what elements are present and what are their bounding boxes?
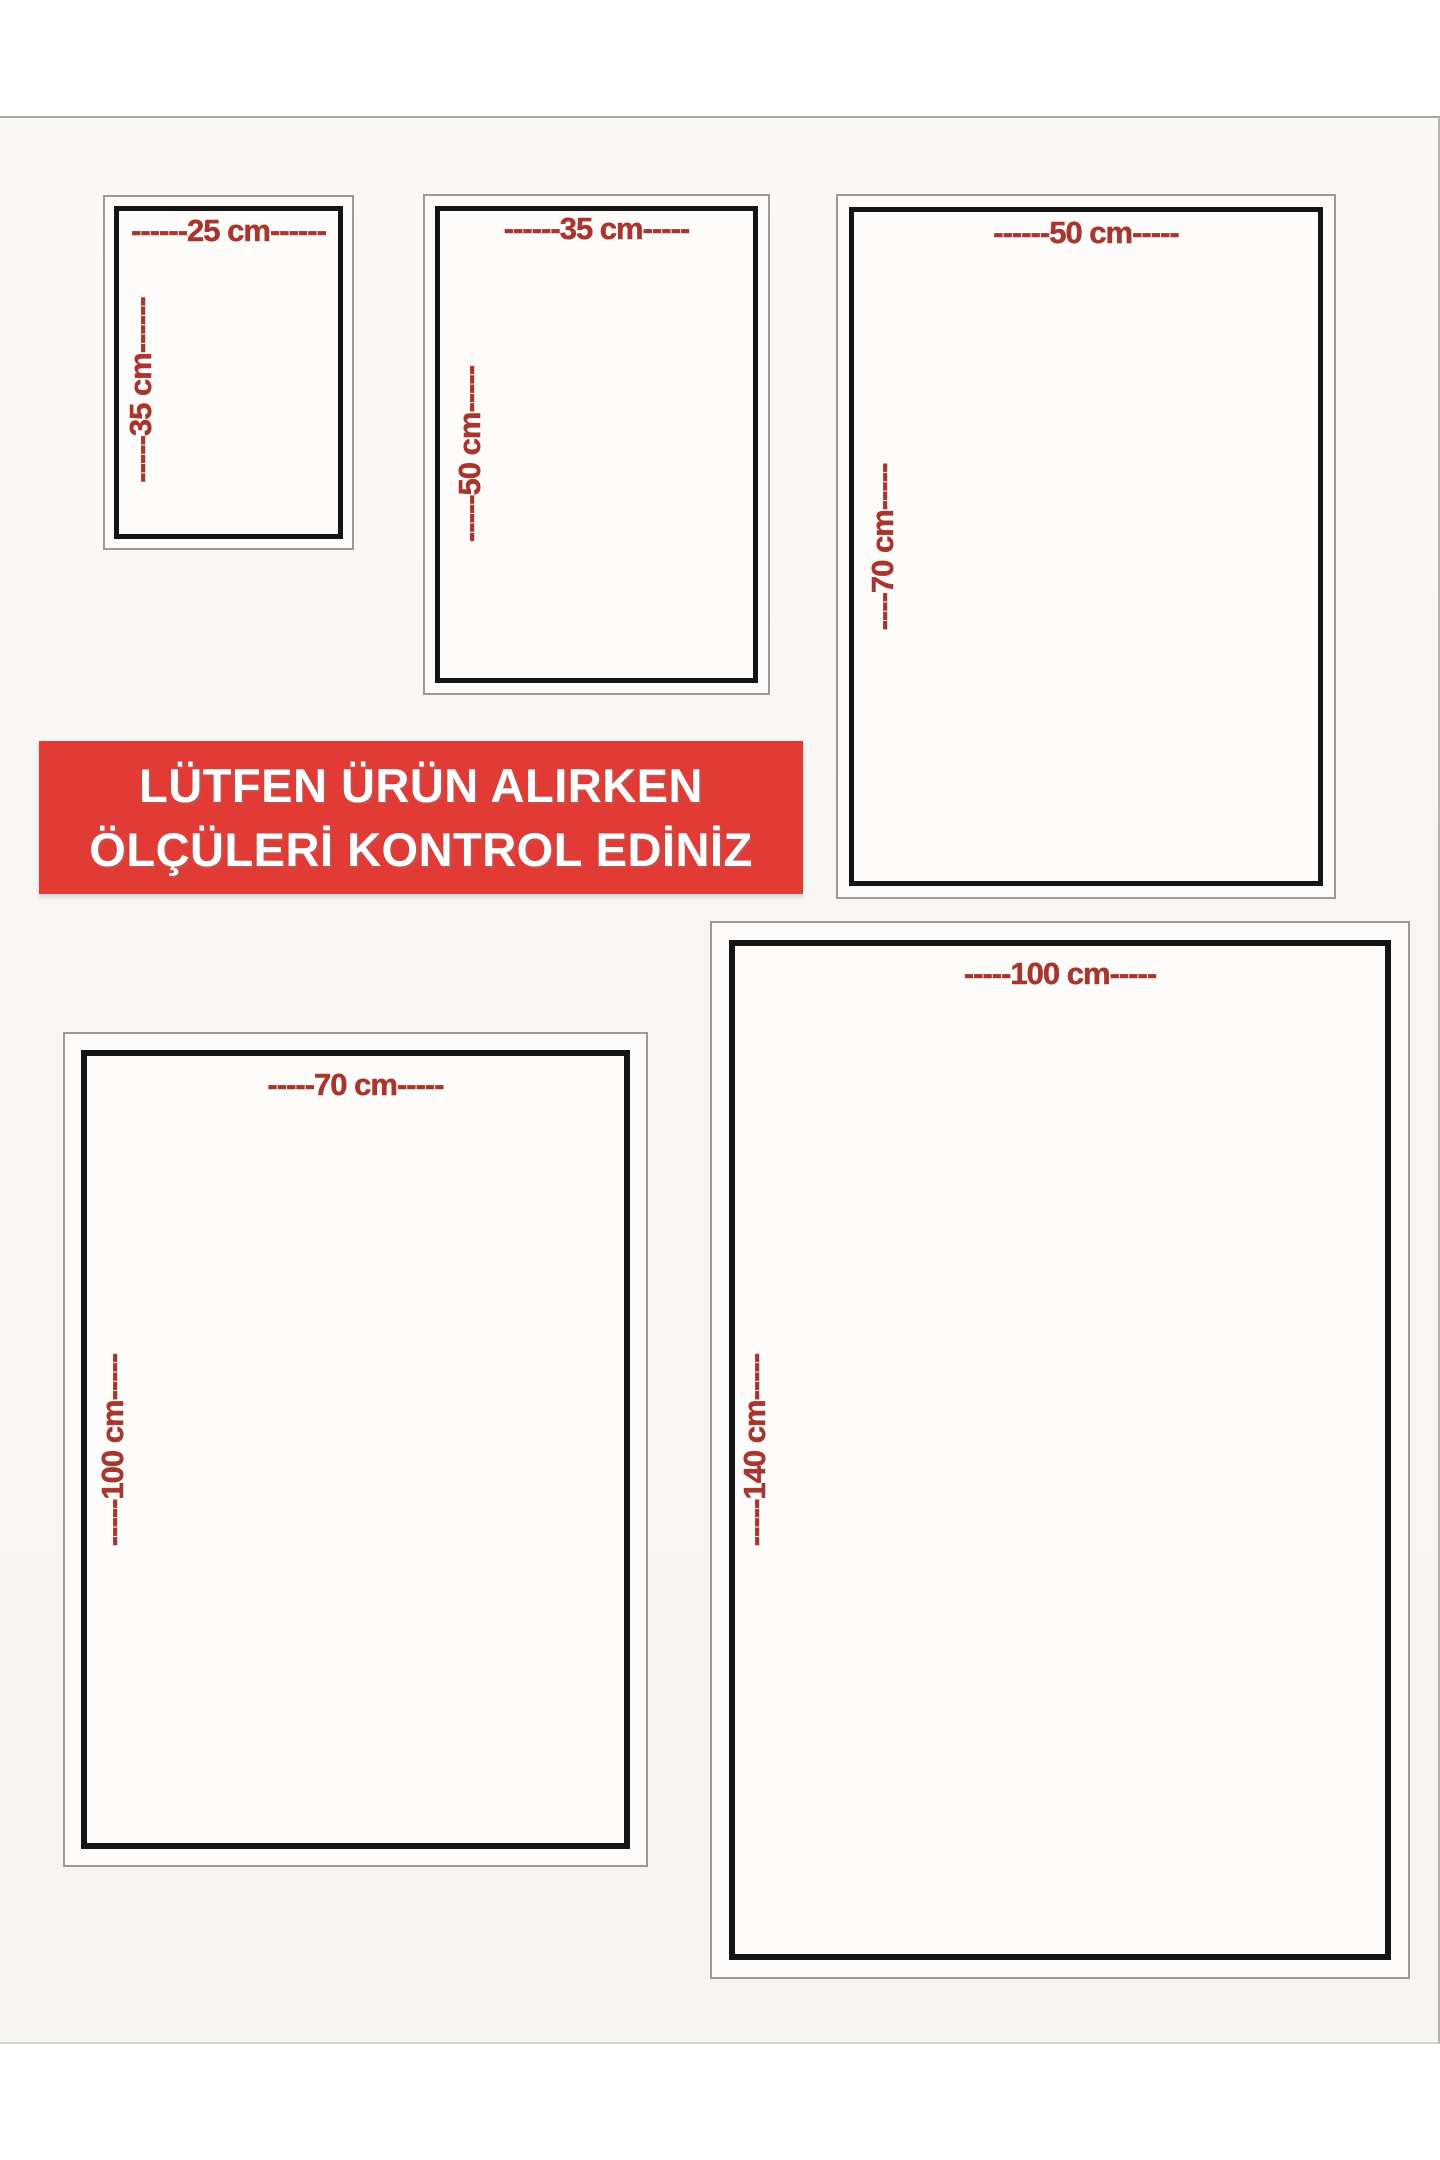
height-label-70cm: ----70 cm----- (865, 463, 900, 630)
warning-banner-line1: LÜTFEN ÜRÜN ALIRKEN (139, 758, 703, 812)
width-label-25cm: ------25 cm------ (131, 213, 326, 248)
size-box-50x70-inner-frame (849, 207, 1323, 886)
photo-background (0, 116, 1440, 2044)
size-box-35x50 (423, 194, 770, 695)
width-label-100cm: -----100 cm----- (963, 956, 1157, 991)
size-box-100x140 (710, 921, 1410, 1979)
warning-banner (39, 741, 803, 894)
height-label-35cm: -----35 cm------ (123, 297, 158, 483)
size-box-25x35 (103, 195, 354, 550)
size-box-50x70 (836, 194, 1336, 899)
width-label-35cm: ------35 cm----- (503, 211, 690, 246)
size-box-100x140-inner-frame (729, 940, 1391, 1960)
warning-banner-line2: ÖLÇÜLERİ KONTROL EDİNİZ (89, 822, 753, 876)
size-box-70x100-inner-frame (81, 1050, 630, 1849)
width-label-70cm: -----70 cm----- (267, 1067, 444, 1102)
height-label-100cm: -----100 cm----- (95, 1353, 130, 1546)
width-label-50cm: ------50 cm----- (993, 215, 1179, 250)
height-label-50cm: -----50 cm----- (452, 366, 487, 543)
height-label-140cm: -----140 cm----- (737, 1353, 772, 1547)
size-box-70x100 (63, 1032, 648, 1867)
